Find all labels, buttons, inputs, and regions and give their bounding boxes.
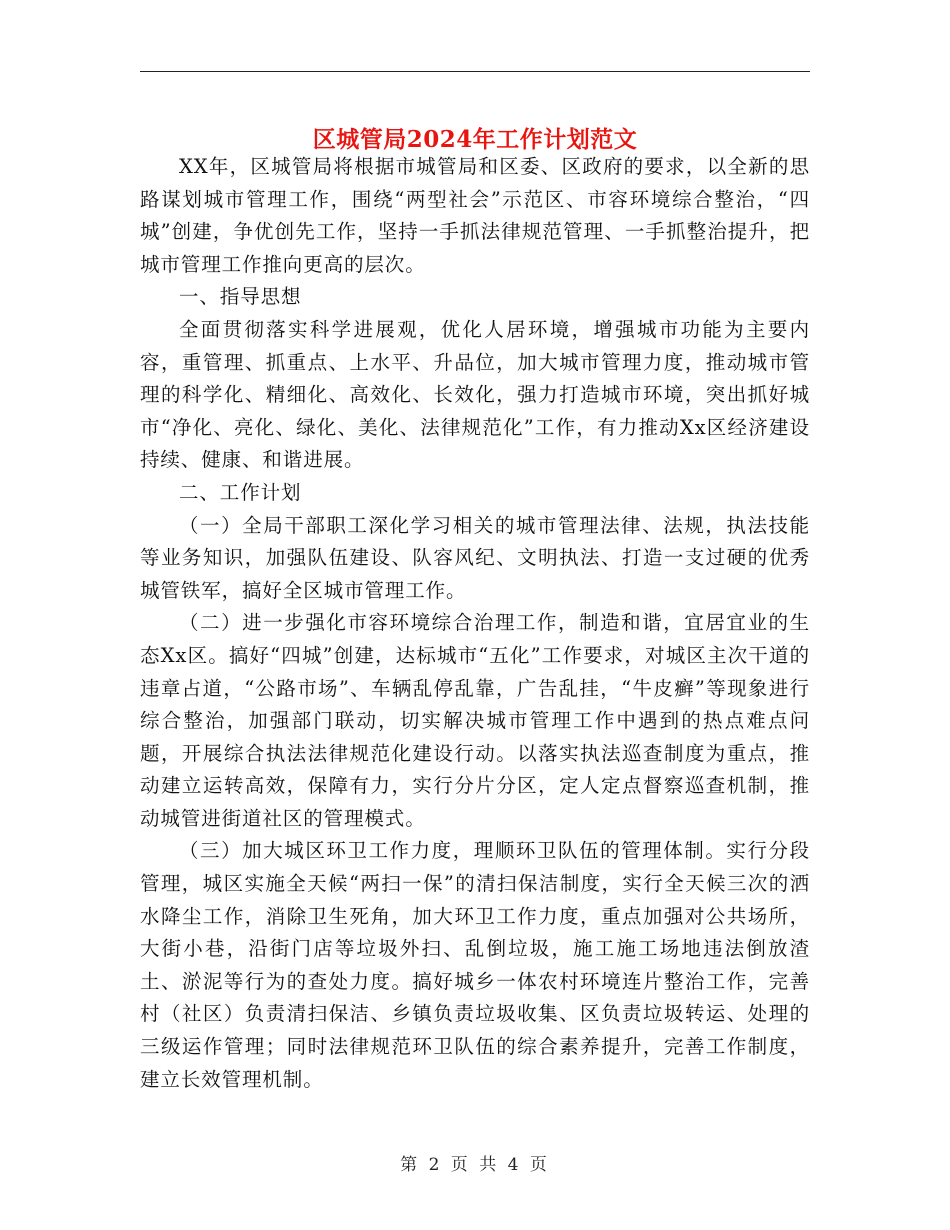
guiding-ideology-paragraph: 全面贯彻落实科学进展观，优化人居环境，增强城市功能为主要内容，重管理、抓重点、上水平、升品位，加大城市管理力度，推动城市管理的科学化、精细化、高效化、长效化，强力打造城市环境，突出抓好城市“净化、亮化、绿化、美化、法律规范化”工作，有力推动Xx区经济建设持续、健康、和谐进展。 <box>140 317 810 472</box>
document-body <box>140 151 810 1096</box>
intro-paragraph: XX年，区城管局将根据市城管局和区委、区政府的要求，以全新的思路谋划城市管理工作，围绕“两型社会”示范区、市容环境综合整治，“四城”创建，争优创先工作，坚持一手抓法律规范管理、一手抓整治提升，把城市管理工作推向更高的层次。 <box>140 155 810 276</box>
header-rule <box>140 71 810 72</box>
document-title: 区城管局2024年工作计划范文 <box>312 126 638 154</box>
page-number-footer: 第 2 页 共 4 页 <box>400 1155 550 1175</box>
section-heading-guiding-ideology: 一、指导思想 <box>179 285 302 309</box>
work-plan-item-1: （一）全局干部职工深化学习相关的城市管理法律、法规，执法技能等业务知识，加强队伍建设、队容风纪、文明执法、打造一支过硬的优秀城管铁军，搞好全区城市管理工作。 <box>140 513 810 602</box>
work-plan-item-3: （三）加大城区环卫工作力度，理顺环卫队伍的管理体制。实行分段管理，城区实施全天候“两扫一保”的清扫保洁制度，实行全天候三次的洒水降尘工作，消除卫生死角，加大环卫工作力度，重点加强对公共场所，大街小巷，沿街门店等垃圾外扫、乱倒垃圾，施工施工场地违法倒放渣土、淤泥等行为的查处力度。搞好城乡一体农村环境连片整治工作，完善村（社区）负责清扫保洁、乡镇负责垃圾收集、区负责垃圾转运、处理的三级运作管理；同时法律规范环卫队伍的综合素养提升，完善工作制度，建立长效管理机制。 <box>140 839 810 1091</box>
section-heading-work-plan: 二、工作计划 <box>179 480 302 504</box>
work-plan-item-2: （二）进一步强化市容环境综合治理工作，制造和谐，宜居宜业的生态Xx区。搞好“四城”创建，达标城市“五化”工作要求，对城区主次干道的违章占道，“公路市场”、车辆乱停乱靠，广告乱挂，“牛皮癣”等现象进行综合整治，加强部门联动，切实解决城市管理工作中遇到的热点难点问题，开展综合执法法律规范化建设行动。以落实执法巡查制度为重点，推动建立运转高效，保障有力，实行分片分区，定人定点督察巡查机制，推动城管进街道社区的管理模式。 <box>140 611 810 830</box>
